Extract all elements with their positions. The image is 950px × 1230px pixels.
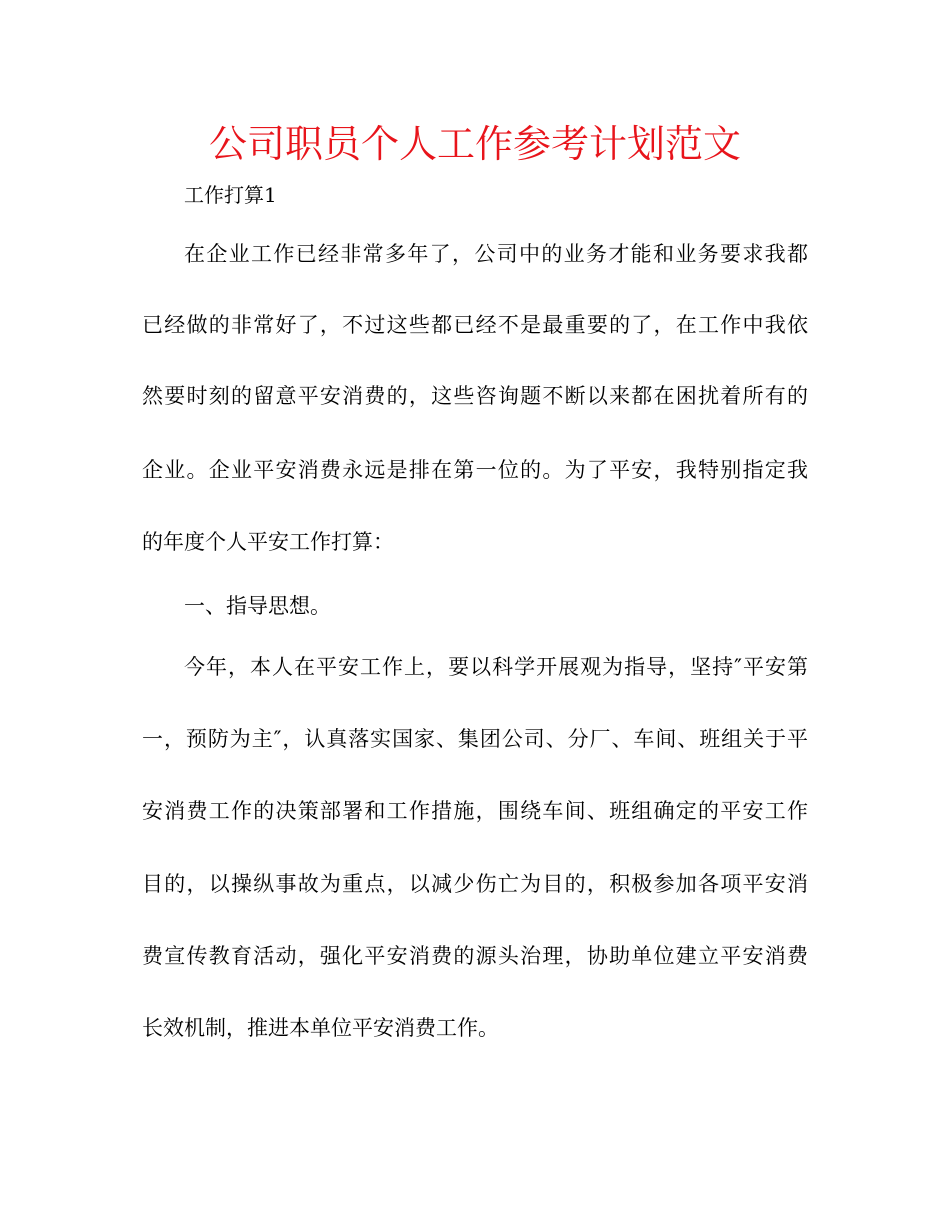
section-subheading: 工作打算1 xyxy=(184,183,277,207)
paragraph-line: 目的，以操纵事故为重点，以减少伤亡为目的，积极参加各项平安消 xyxy=(142,872,808,896)
paragraph-line: 费宣传教育活动，强化平安消费的源头治理，协助单位建立平安消费 xyxy=(142,944,808,968)
paragraph-line: 今年，本人在平安工作上，要以科学开展观为指导，坚持″平安第 xyxy=(184,655,808,679)
paragraph-line: 在企业工作已经非常多年了，公司中的业务才能和业务要求我都 xyxy=(184,242,808,266)
paragraph-line: 企业。企业平安消费永远是排在第一位的。为了平安，我特别指定我 xyxy=(142,458,808,482)
paragraph-line: 安消费工作的决策部署和工作措施，围绕车间、班组确定的平安工作 xyxy=(142,799,808,823)
paragraph-line: 一，预防为主″，认真落实国家、集团公司、分厂、车间、班组关于平 xyxy=(142,727,808,751)
paragraph-line: 然要时刻的留意平安消费的，这些咨询题不断以来都在困扰着所有的 xyxy=(142,384,808,408)
document-title: 公司职员个人工作参考计划范文 xyxy=(208,122,741,166)
paragraph-line: 长效机制，推进本单位平安消费工作。 xyxy=(142,1016,499,1040)
paragraph-line: 已经做的非常好了，不过这些都已经不是最重要的了，在工作中我依 xyxy=(142,313,808,337)
section-heading: 一、指导思想。 xyxy=(184,594,331,618)
paragraph-line: 的年度个人平安工作打算： xyxy=(142,530,394,554)
